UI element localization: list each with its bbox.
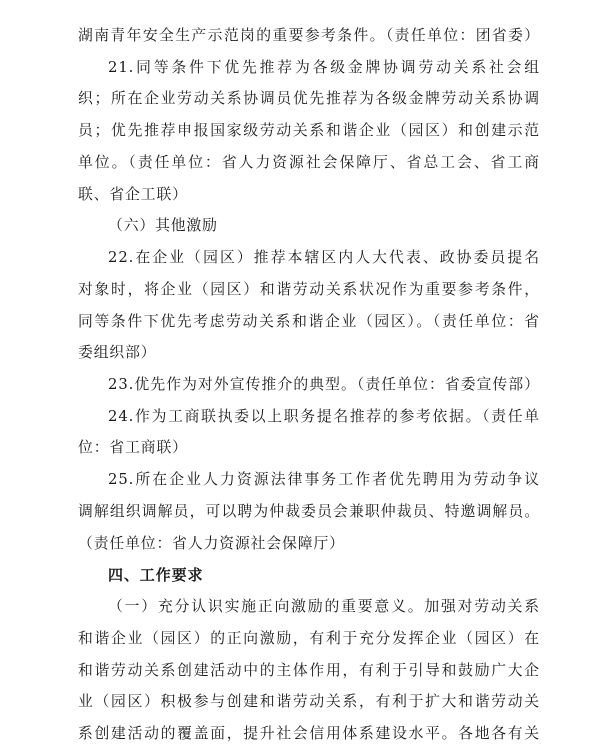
section-heading-other-incentives: （六）其他激励 bbox=[108, 217, 218, 234]
item-22-line-4: 委组织部） bbox=[78, 344, 157, 361]
item-21-line-1: 21.同等条件下优先推荐为各级金牌协调劳动关系社会组 bbox=[108, 59, 540, 76]
item-24-line-1: 24.作为工商联执委以上职务提名推荐的参考依据。（责任单 bbox=[108, 408, 540, 425]
req-1-line-3: 和谐劳动关系创建活动中的主体作用，有利于引导和鼓励广大企 bbox=[78, 662, 540, 679]
req-1-line-2: 和谐企业（园区）的正向激励，有利于充分发挥企业（园区）在 bbox=[78, 630, 540, 647]
item-21-line-5: 联、省企工联） bbox=[78, 186, 188, 203]
item-24-line-2: 位：省工商联） bbox=[78, 439, 188, 456]
item-22-line-1: 22.在企业（园区）推荐本辖区内人大代表、政协委员提名 bbox=[108, 249, 540, 266]
item-25-line-2: 调解组织调解员，可以聘为仲裁委员会兼职仲裁员、特邀调解员。 bbox=[78, 503, 540, 520]
item-23-line-1: 23.优先作为对外宣传推介的典型。（责任单位：省委宣传部） bbox=[108, 376, 540, 393]
item-21-line-2: 织；所在企业劳动关系协调员优先推荐为各级金牌劳动关系协调 bbox=[78, 90, 540, 107]
item-21-line-3: 员；优先推荐申报国家级劳动关系和谐企业（园区）和创建示范 bbox=[78, 122, 540, 139]
item-22-line-3: 同等条件下优先考虑劳动关系和谐企业（园区）。（责任单位：省 bbox=[78, 313, 540, 330]
req-1-line-4: 业（园区）积极参与创建和谐劳动关系，有利于扩大和谐劳动关 bbox=[78, 693, 540, 710]
text-line-1: 湖南青年安全生产示范岗的重要参考条件。（责任单位：团省委） bbox=[78, 27, 540, 44]
item-21-line-4: 单位。（责任单位：省人力资源社会保障厅、省总工会、省工商 bbox=[78, 154, 540, 171]
item-25-line-3: （责任单位：省人力资源社会保障厅） bbox=[78, 535, 345, 552]
section-heading-work-requirements: 四、工作要求 bbox=[108, 566, 204, 584]
item-25-line-1: 25.所在企业人力资源法律事务工作者优先聘用为劳动争议 bbox=[108, 471, 540, 488]
item-22-line-2: 对象时，将企业（园区）和谐劳动关系状况作为重要参考条件， bbox=[78, 281, 540, 298]
req-1-line-1: （一）充分认识实施正向激励的重要意义。加强对劳动关系 bbox=[108, 598, 540, 615]
req-1-line-5: 系创建活动的覆盖面，提升社会信用体系建设水平。各地各有关 bbox=[78, 725, 540, 742]
